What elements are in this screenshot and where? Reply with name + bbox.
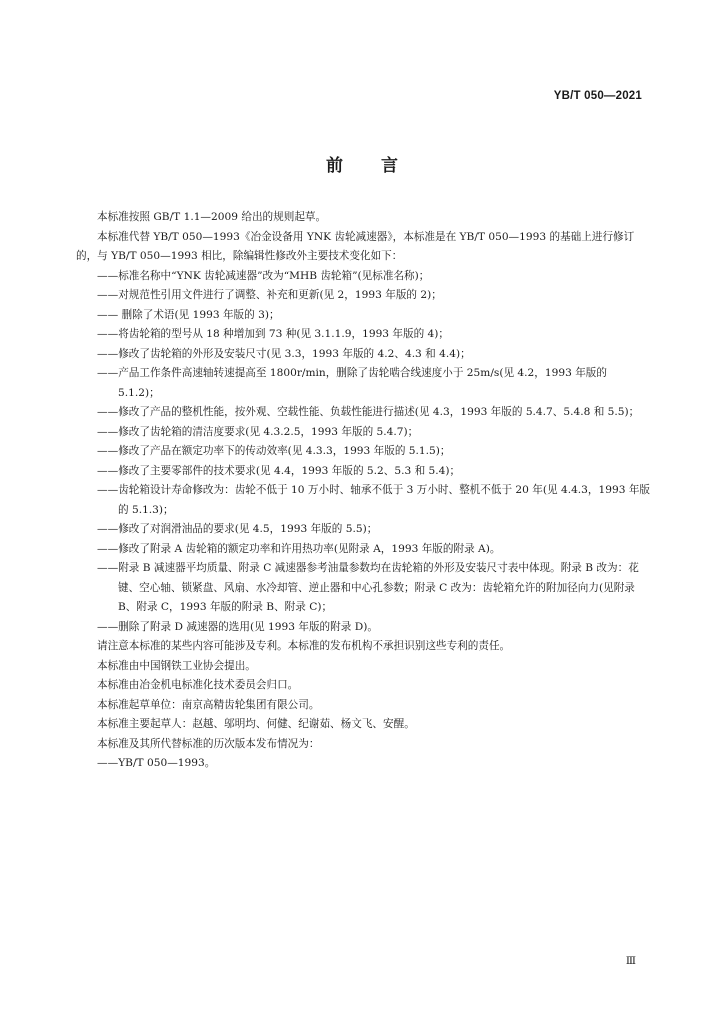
change-item: ——修改了附录 A 齿轮箱的额定功率和许用热功率(见附录 A，1993 年版的附录 A)。 <box>97 542 501 555</box>
paragraph: 请注意本标准的某些内容可能涉及专利。本标准的发布机构不承担识别这些专利的责任。 <box>97 640 511 652</box>
change-item: ——修改了产品在额定功率下的传动效率(见 4.3.3，1993 年版的 5.1.5)； <box>97 445 451 457</box>
paragraph: 本标准主要起草人：赵越、邬明均、何健、纪谢茹、杨文飞、安醒。 <box>97 718 415 730</box>
page-number: Ⅲ <box>625 955 636 967</box>
paragraph: 本标准代替 YB/T 050—1993《冶金设备用 YNK 齿轮减速器》，本标准是在 YB/T 050—1993 的基础上进行修订的，与 YB/T 050—1993 相比，除编辑性修改外主要技术变化如下： <box>76 230 635 262</box>
paragraph: 本标准由冶金机电标准化技术委员会归口。 <box>97 679 299 691</box>
change-item: ——对规范性引用文件进行了调整、补充和更新(见 2，1993 年版的 2)； <box>97 289 442 301</box>
change-item: ——产品工作条件高速轴转速提高至 1800r/min，删除了齿轮啮合线速度小于 25m/s(见 4.2，1993 年版的 5.1.2)； <box>97 367 607 399</box>
change-item: ——修改了齿轮箱的外形及安装尺寸(见 3.3，1993 年版的 4.2、4.3 和 4.4)； <box>97 347 471 360</box>
paragraph: 本标准由中国钢铁工业协会提出。 <box>97 659 256 672</box>
change-item: ——修改了产品的整机性能，按外观、空载性能、负载性能进行描述(见 4.3，1993 年版的 5.4.7、5.4.8 和 5.5)； <box>97 406 640 418</box>
paragraph: 本标准及其所代替标准的历次版本发布情况为： <box>97 737 320 750</box>
change-item: ——将齿轮箱的型号从 18 种增加到 73 种(见 3.1.1.9，1993 年版的 4)； <box>97 328 450 340</box>
change-item: ——修改了齿轮箱的清洁度要求(见 4.3.2.5，1993 年版的 5.4.7)； <box>97 425 419 438</box>
foreword-body <box>76 208 652 774</box>
change-item: ——删除了附录 D 减速器的选用(见 1993 年版的附录 D)。 <box>97 620 378 633</box>
paragraph: 本标准起草单位：南京高精齿轮集团有限公司。 <box>97 698 320 711</box>
page-title: 前言 <box>326 156 436 176</box>
change-item: ——附录 B 减速器平均质量、附录 C 减速器参考油量参数均在齿轮箱的外形及安装尺寸表中体现。附录 B 改为：花键、空心轴、锁紧盘、风扇、水冷却管、逆止器和中心孔参数；附录 C 改为：齿轮箱允许的附加径向力(见附录 B、附录 C，1993 年版的附录 B、附录 C)； <box>97 562 639 613</box>
change-item: —— 删除了术语(见 1993 年版的 3)； <box>97 308 280 321</box>
change-item: ——齿轮箱设计寿命修改为：齿轮不低于 10 万小时、轴承不低于 3 万小时、整机不低于 20 年(见 4.4.3，1993 年版的 5.1.3)； <box>97 484 651 516</box>
standard-code: YB/T 050—2021 <box>553 90 642 102</box>
change-item: ——修改了主要零部件的技术要求(见 4.4，1993 年版的 5.2、5.3 和 5.4)； <box>97 464 461 477</box>
change-item: ——标准名称中“YNK 齿轮减速器”改为“MHB 齿轮箱”(见标准名称)； <box>97 269 430 282</box>
paragraph: 本标准按照 GB/T 1.1—2009 给出的规则起草。 <box>97 211 327 223</box>
change-item: ——修改了对润滑油品的要求(见 4.5，1993 年版的 5.5)； <box>97 523 378 535</box>
paragraph: ——YB/T 050—1993。 <box>97 757 216 769</box>
